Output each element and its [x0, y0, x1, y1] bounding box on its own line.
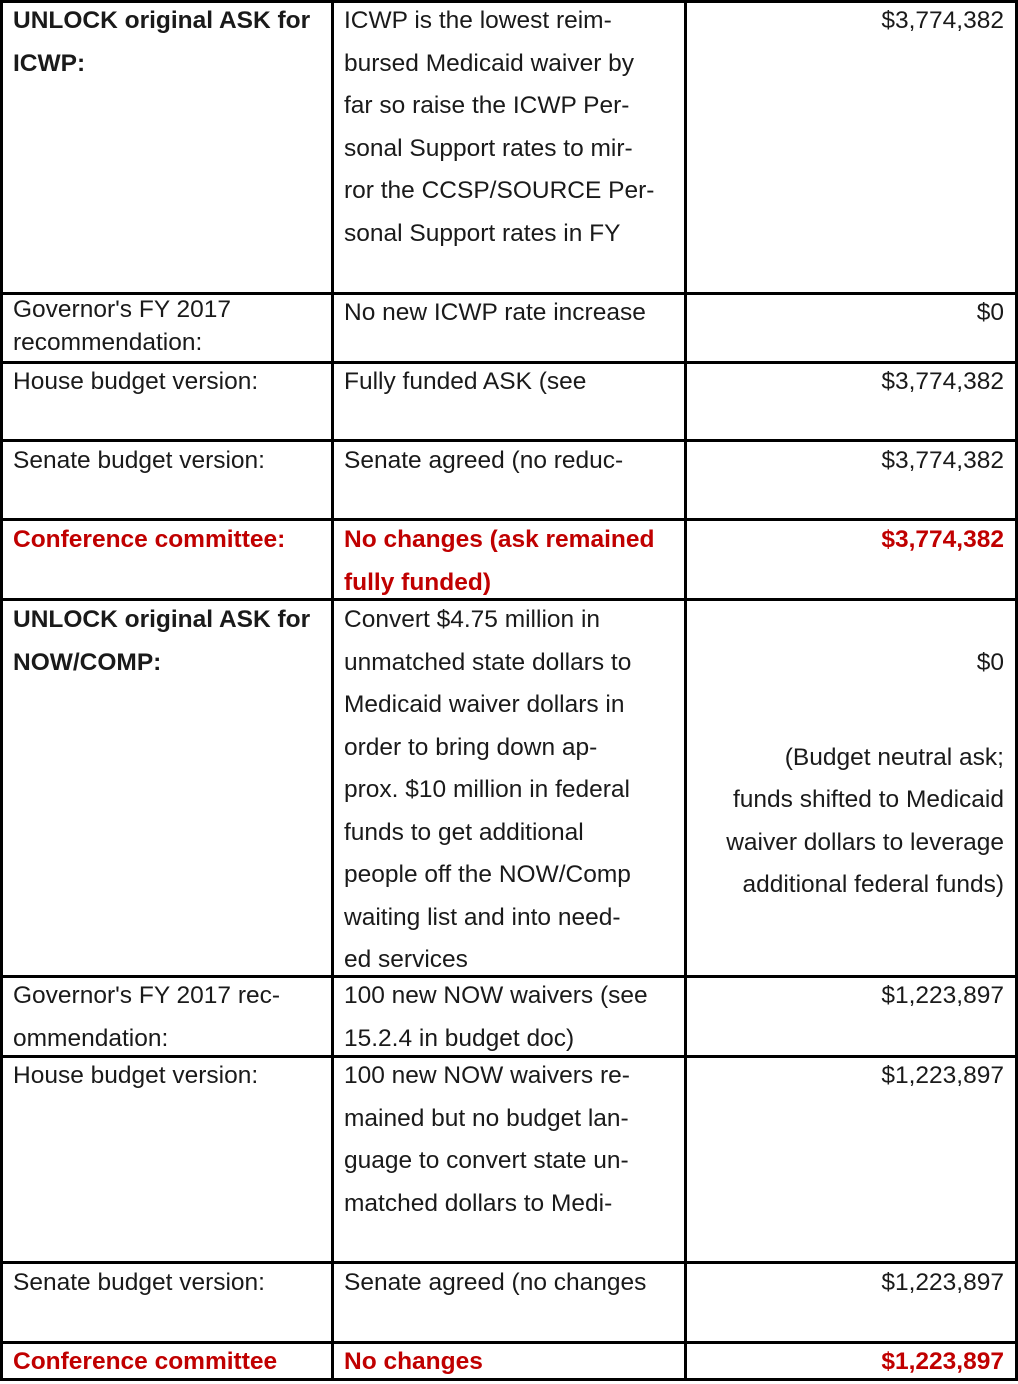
row-amount: $0 [976, 299, 1004, 326]
row-label: Senate budget version: [13, 1269, 265, 1296]
row-label: Governor's FY 2017 rec- ommendation: [13, 982, 281, 1052]
column-divider [684, 0, 687, 1381]
row-amount: $3,774,382 [881, 526, 1004, 553]
row-description: Fully funded ASK (see [344, 368, 587, 395]
row-amount-cell [692, 599, 1004, 949]
row-description: No new ICWP rate increase [344, 299, 646, 326]
row-label: Conference committee: [13, 526, 286, 553]
row-description: 100 new NOW waivers (see 15.2.4 in budget doc) [344, 982, 648, 1052]
row-description: Convert $4.75 million in unmatched state dollars to Medicaid waiver dollars in order to bring down ap- prox. $10 million in federal funds to get additional people off the NOW/Comp waiting list and into need- ed services [344, 606, 632, 973]
row-label: House budget version: [13, 368, 259, 395]
row-amount: $3,774,382 [881, 368, 1004, 395]
row-description: Senate agreed (no changes [344, 1269, 647, 1296]
row-label: Conference committee [13, 1348, 278, 1375]
row-description: 100 new NOW waivers re- mained but no budget lan- guage to convert state un- matched dollars to Medi- [344, 1062, 630, 1217]
row-description: No changes (ask remained fully funded) [344, 526, 655, 596]
row-label: UNLOCK original ASK for NOW/COMP: [13, 606, 311, 676]
row-description: ICWP is the lowest reim- bursed Medicaid waiver by far so raise the ICWP Per- sonal Support rates to mir- ror the CCSP/SOURCE Per- sonal Support rates in FY [344, 7, 655, 247]
row-amount: $1,223,897 [881, 1062, 1004, 1089]
row-amount: $1,223,897 [881, 982, 1004, 1009]
row-amount-note: (Budget neutral ask; funds shifted to Medicaid waiver dollars to leverage additional federal funds) [726, 743, 1004, 898]
row-label: Senate budget version: [13, 447, 265, 474]
row-amount: $1,223,897 [881, 1269, 1004, 1296]
row-description: Senate agreed (no reduc- [344, 447, 624, 474]
row-description: No changes [344, 1348, 483, 1375]
row-label: House budget version: [13, 1062, 259, 1089]
row-label: Governor's FY 2017 recommendation: [13, 296, 232, 356]
column-divider [0, 0, 3, 1381]
row-amount: $3,774,382 [881, 7, 1004, 34]
row-amount: $0 [976, 648, 1004, 676]
row-label: UNLOCK original ASK for ICWP: [13, 7, 311, 77]
column-divider [331, 0, 334, 1381]
row-amount: $1,223,897 [881, 1348, 1004, 1375]
row-amount: $3,774,382 [881, 447, 1004, 474]
